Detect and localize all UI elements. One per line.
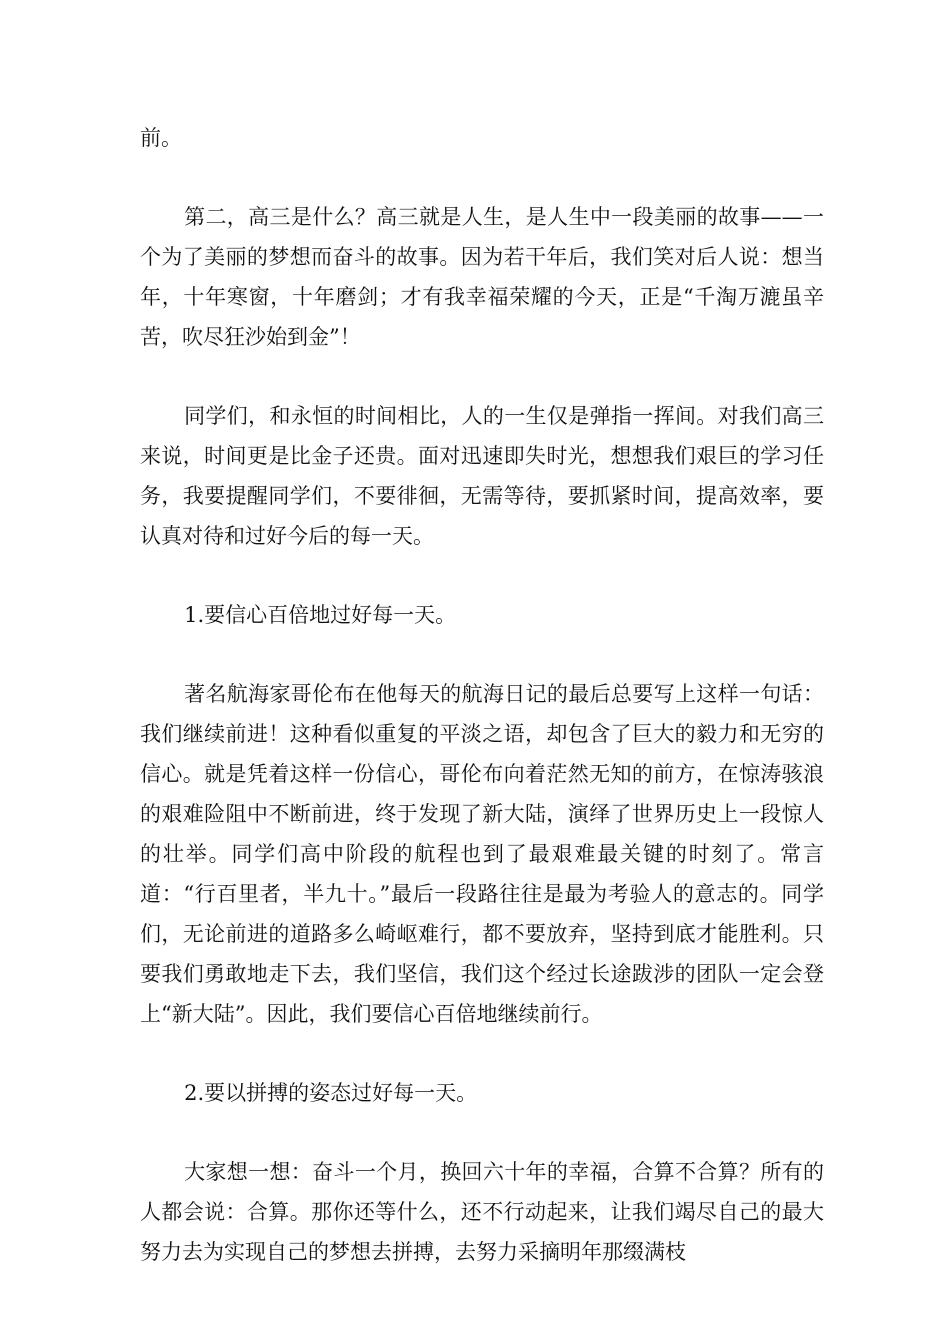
paragraph-columbus: 著名航海家哥伦布在他每天的航海日记的最后总要写上这样一句话：我们继续前进！这种看似重复的平淡之语，却包含了巨大的毅力和无穷的信心。就是凭着这样一份信心，哥伦布向着茫然无知的前方，在惊涛骇浪的艰难险阻中不断前进，终于发现了新大陆，演绎了世界历史上一段惊人的壮举。同学们高中阶段的航程也到了最艰难最关键的时刻了。常言道：“行百里者，半九十。”最后一段路往往是最为考验人的意志的。同学们，无论前进的道路多么崎岖难行，都不要放弃，坚持到底才能胜利。只要我们勇敢地走下去，我们坚信，我们这个经过长途跋涉的团队一定会登上“新大陆”。因此，我们要信心百倍地继续前行。	[140, 682, 824, 1026]
paragraph-continuation: 前。	[140, 126, 182, 150]
paragraph-second-point: 第二，高三是什么？高三就是人生，是人生中一段美丽的故事——一个为了美丽的梦想而奋斗的故事。因为若干年后，我们笑对后人说：想当年，十年寒窗，十年磨剑；才有我幸福荣耀的今天，正是“千淘万漉虽辛苦，吹尽狂沙始到金”！	[140, 205, 824, 349]
heading-point-2: 2.要以拼搏的姿态过好每一天。	[184, 1081, 478, 1105]
paragraph-struggle: 大家想一想：奋斗一个月，换回六十年的幸福，合算不合算？所有的人都会说：合算。那你还等什么，还不行动起来，让我们竭尽自己的最大努力去为实现自己的梦想去拼搏，去努力采摘明年那缀满枝	[140, 1160, 824, 1264]
paragraph-time-reminder: 同学们，和永恒的时间相比，人的一生仅是弹指一挥间。对我们高三来说，时间更是比金子还贵。面对迅速即失时光，想想我们艰巨的学习任务，我要提醒同学们，不要徘徊，无需等待，要抓紧时间，提高效率，要认真对待和过好今后的每一天。	[140, 404, 824, 548]
heading-point-1: 1.要信心百倍地过好每一天。	[184, 603, 457, 627]
document-page	[140, 118, 824, 1272]
